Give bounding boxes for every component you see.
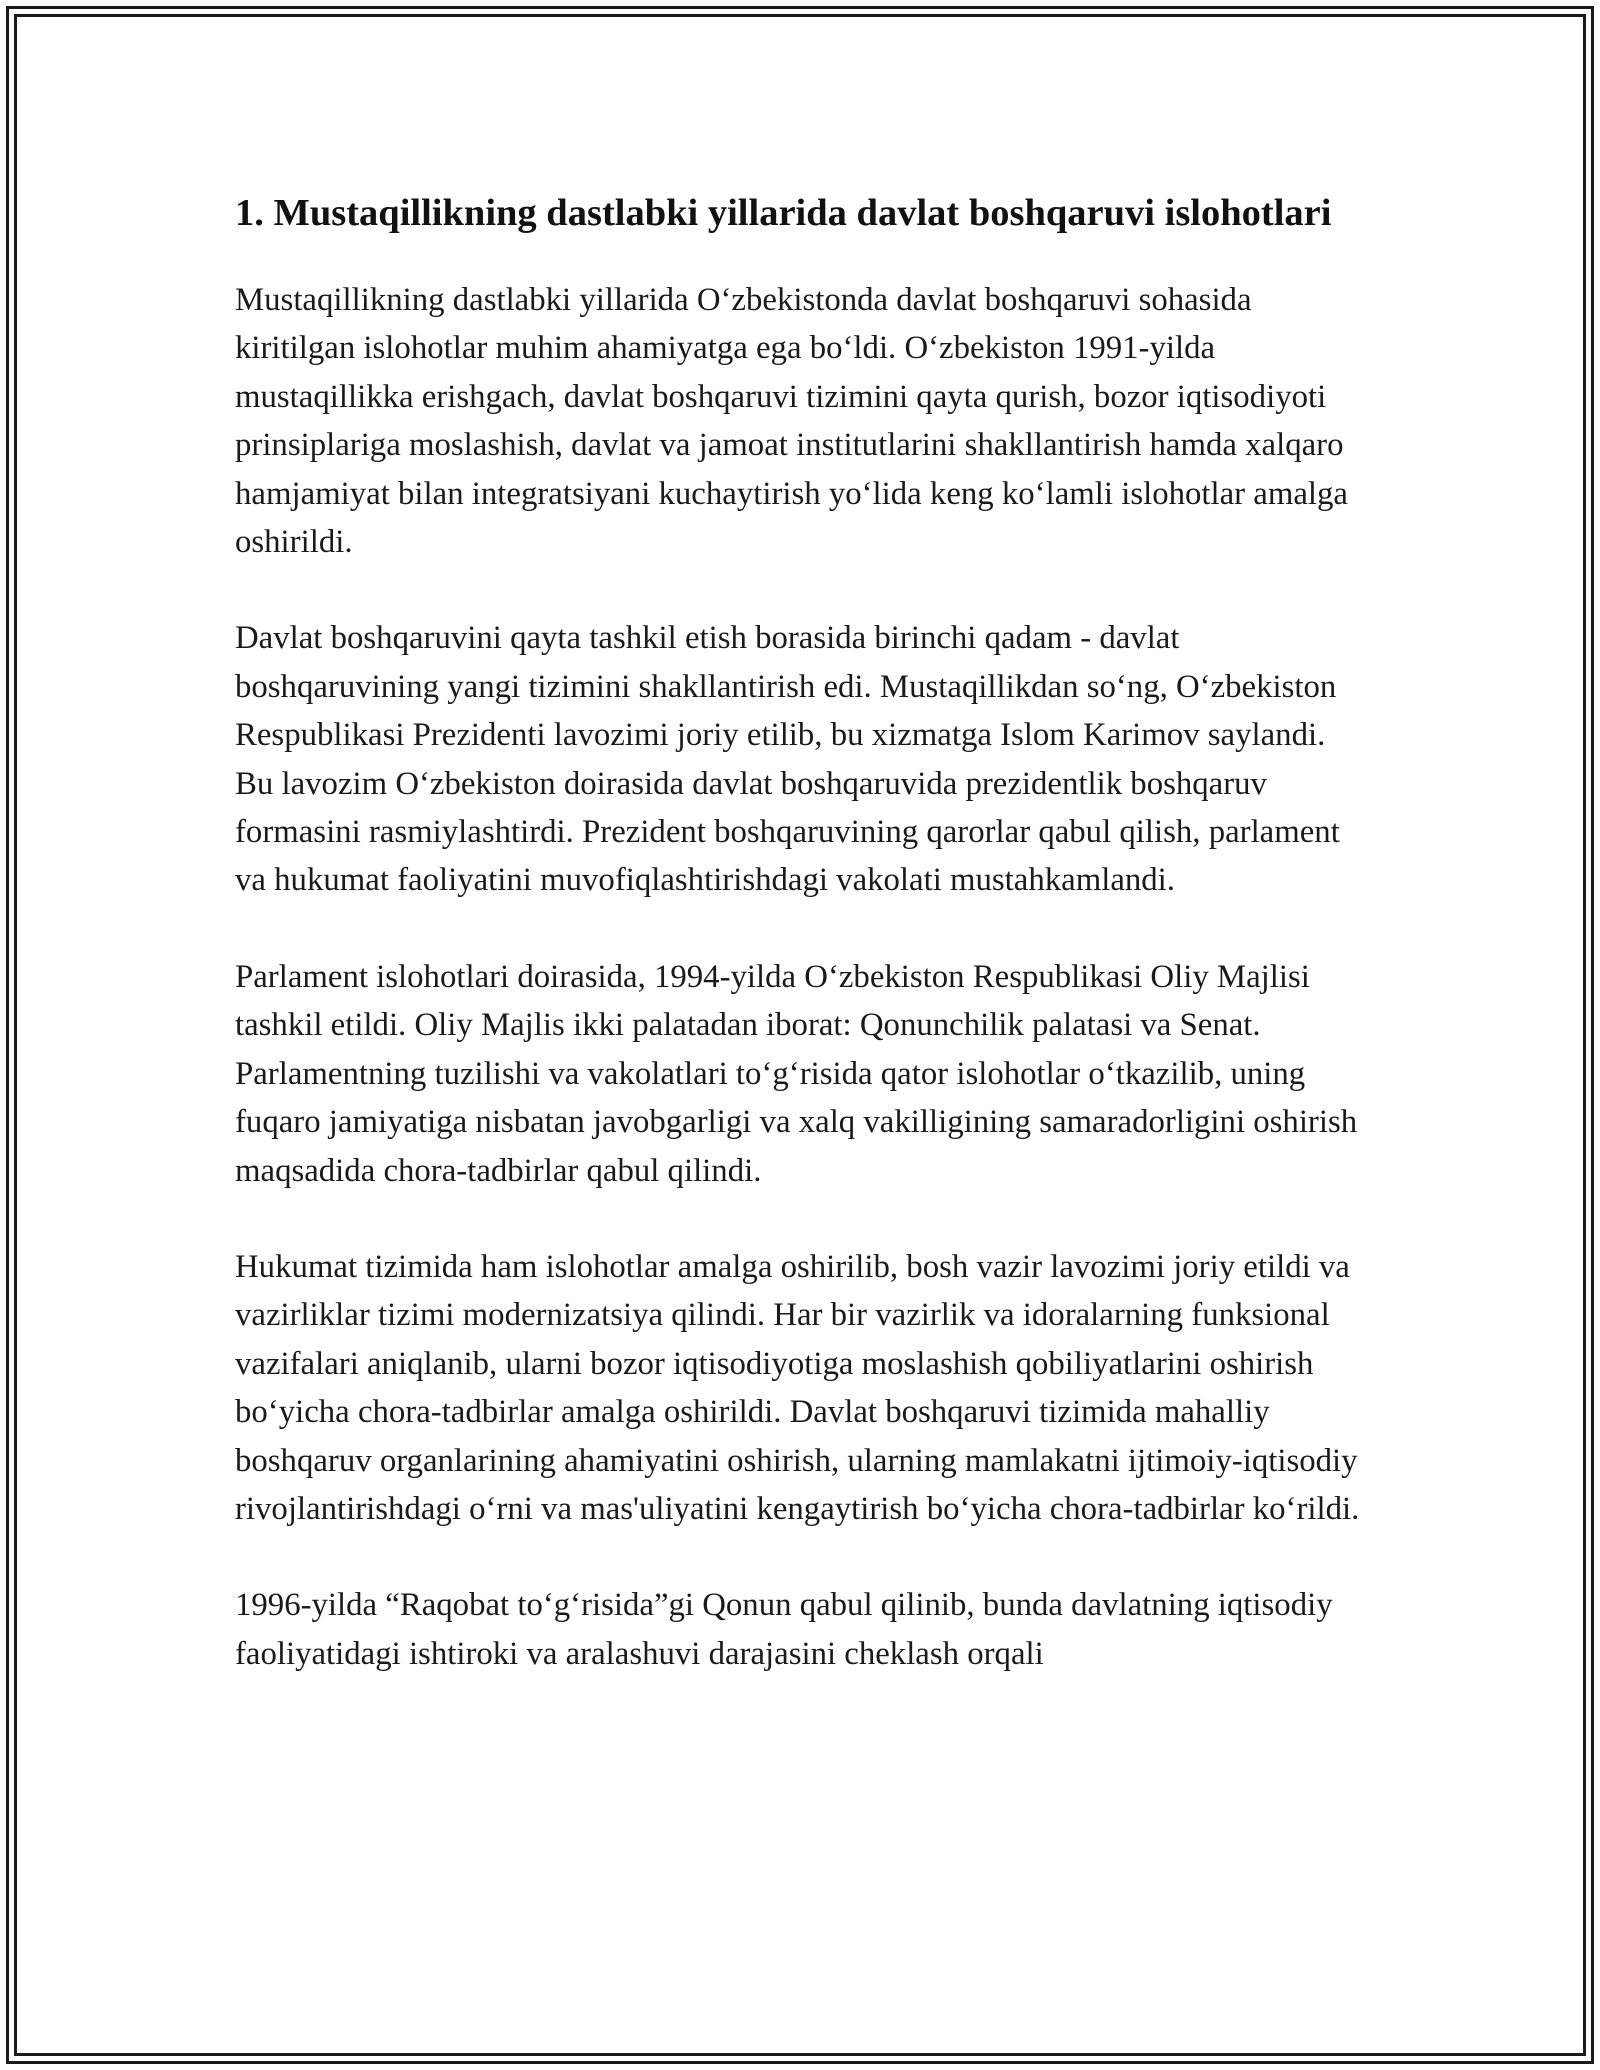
section-heading: 1. Mustaqillikning dastlabki yillarida davlat boshqaruvi islohotlari xyxy=(235,192,1332,234)
paragraph-parliament: Parlament islohotlari doirasida, 1994-yilda O‘zbekiston Respublikasi Oliy Majlisi tashkil etildi. Oliy Majlis ikki palatadan iborat: Qonunchilik palatasi va Senat. Parlamentning tuzilishi va vakolatlari to‘g‘risida qator islohotlar o‘tkazilib, uning fuqaro jamiyatiga nisbatan javobgarligi va xalq vakilligining samaradorligini oshirish maqsadida chora-tadbirlar qabul qilindi. xyxy=(235,958,1358,1189)
paragraph-government: Hukumat tizimida ham islohotlar amalga oshirilib, bosh vazir lavozimi joriy etildi va vazirliklar tizimi modernizatsiya qilindi. Har bir vazirlik va idoralarning funksional vazifalari aniqlanib, ularni bozor iqtisodiyotiga moslashish qobiliyatlarini oshirish bo‘yicha chora-tadbirlar amalga oshirildi. Davlat boshqaruvi tizimida mahalliy boshqaruv organlarining ahamiyatini oshirish, ularning mamlakatni ijtimoiy-iqtisodiy rivojlantirishdagi o‘rni va mas'uliyatini kengaytirish bo‘yicha chora-tadbirlar ko‘rildi. xyxy=(235,1248,1360,1527)
document-body xyxy=(235,186,1365,1726)
paragraph-presidency: Davlat boshqaruvini qayta tashkil etish borasida birinchi qadam - davlat boshqaruvining yangi tizimini shakllantirish edi. Mustaqillikdan so‘ng, O‘zbekiston Respublikasi Prezidenti lavozimi joriy etilib, bu xizmatga Islom Karimov saylandi. Bu lavozim O‘zbekiston doirasida davlat boshqaruvida prezidentlik boshqaruv formasini rasmiylashtirdi. Prezident boshqaruvining qarorlar qabul qilish, parlament va hukumat faoliyatini muvofiqlashtirishdagi vakolati mustahkamlandi. xyxy=(235,620,1340,899)
paragraph-competition-law: 1996-yilda “Raqobat to‘g‘risida”gi Qonun qabul qilinib, bunda davlatning iqtisodiy faoliyatidagi ishtiroki va aralashuvi darajasini cheklash orqali xyxy=(235,1587,1333,1672)
paragraph-independence-reforms: Mustaqillikning dastlabki yillarida O‘zbekistonda davlat boshqaruvi sohasida kiritilgan islohotlar muhim ahamiyatga ega bo‘ldi. O‘zbekiston 1991-yilda mustaqillikka erishgach, davlat boshqaruvi tizimini qayta qurish, bozor iqtisodiyoti prinsiplariga moslashish, davlat va jamoat institutlarini shakllantirish hamda xalqaro hamjamiyat bilan integratsiyani kuchaytirish yo‘lida keng ko‘lamli islohotlar amalga oshirildi. xyxy=(235,282,1348,561)
